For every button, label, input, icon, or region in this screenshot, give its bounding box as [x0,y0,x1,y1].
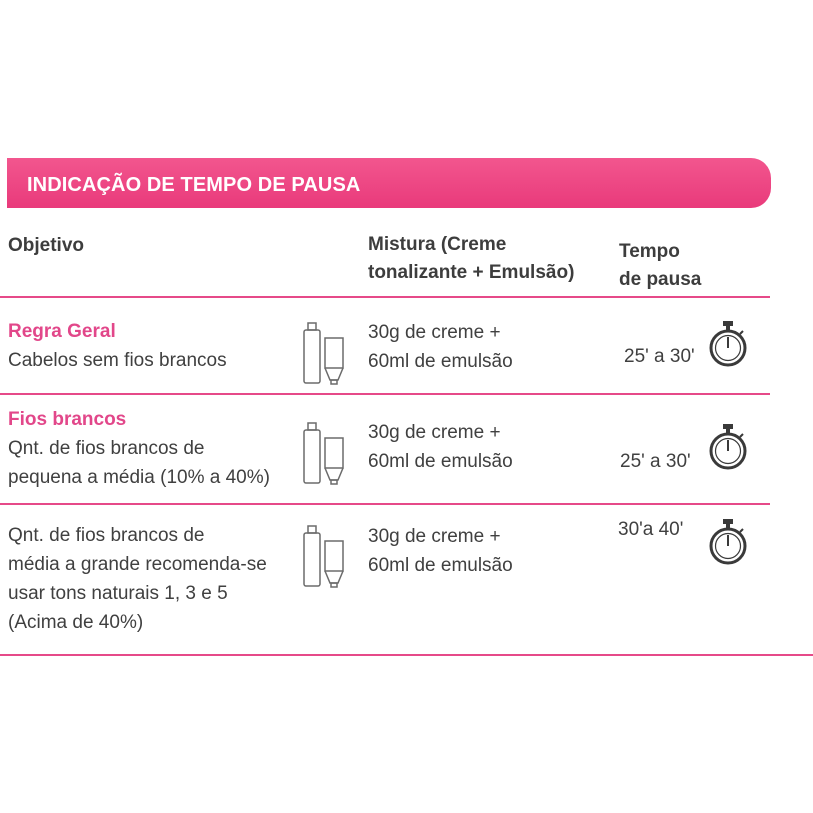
row-3-mix [368,522,513,580]
row-2-desc-line1: Qnt. de fios brancos de [8,438,205,459]
column-header-mistura [368,231,574,287]
stopwatch-icon [707,320,749,368]
bottle-and-tube-icon [302,421,346,485]
table-bottom-divider [0,654,813,656]
stopwatch-icon [707,423,749,471]
row-3-desc-line1: Qnt. de fios brancos de [8,525,205,546]
row-1-time: 25' a 30' [624,346,695,367]
column-header-mistura-line2: tonalizante + Emulsão) [368,262,575,283]
row-1-title: Regra Geral [8,321,116,342]
row-2-objective [8,405,270,492]
row-2-time: 25' a 30' [620,451,691,472]
row-2-title: Fios brancos [8,409,127,430]
row-2-mix-line2: 60ml de emulsão [368,451,513,472]
column-header-tempo [619,238,701,294]
row-1-desc-line1: Cabelos sem fios brancos [8,350,227,371]
row-3-mix-line1: 30g de creme + [368,526,501,547]
column-header-mistura-line1: Mistura (Creme [368,234,507,255]
row-1-mix-line2: 60ml de emulsão [368,351,513,372]
row-divider [0,393,770,395]
row-1-mix [368,318,513,376]
column-header-objetivo: Objetivo [8,235,85,256]
row-3-mix-line2: 60ml de emulsão [368,555,513,576]
bottle-and-tube-icon [302,524,346,588]
row-3-desc-line4: (Acima de 40%) [8,612,144,633]
page-title: INDICAÇÃO DE TEMPO DE PAUSA [27,174,361,196]
row-2-desc-line2: pequena a média (10% a 40%) [8,467,270,488]
bottle-and-tube-icon [302,321,346,385]
stopwatch-icon [707,518,749,566]
row-1-mix-line1: 30g de creme + [368,322,501,343]
row-2-mix [368,418,513,476]
column-header-tempo-line1: Tempo [619,241,680,262]
row-3-desc-line3: usar tons naturais 1, 3 e 5 [8,583,228,604]
row-divider [0,503,770,505]
row-1-objective [8,317,227,375]
title-banner [7,158,771,208]
row-3-objective [8,521,267,637]
header-divider [0,296,770,298]
row-3-time: 30'a 40' [618,519,684,540]
column-header-tempo-line2: de pausa [619,269,702,290]
row-2-mix-line1: 30g de creme + [368,422,501,443]
row-3-desc-line2: média a grande recomenda-se [8,554,267,575]
